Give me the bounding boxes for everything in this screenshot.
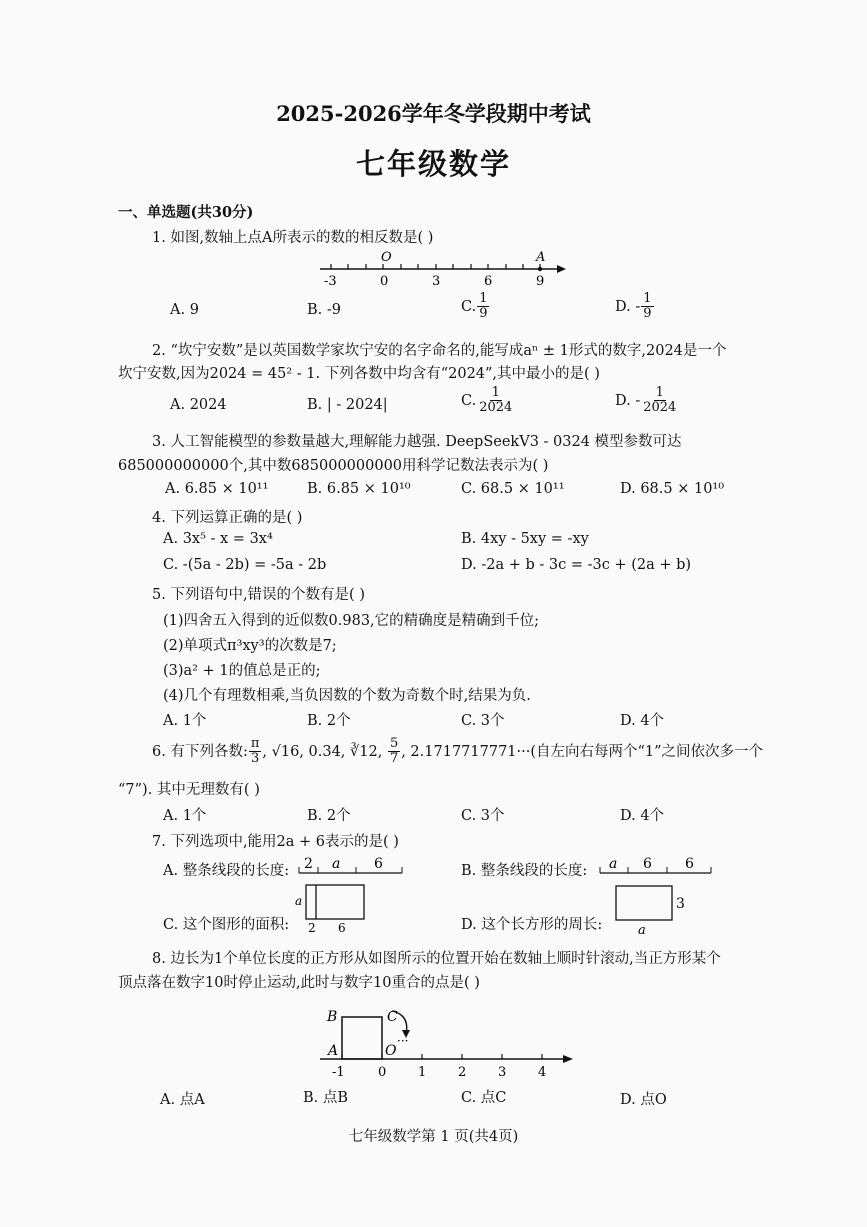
q5-option-d: D. 4个 [620,713,665,729]
q4-option-c: C. -(5a - 2b) = -5a - 2b [163,557,327,573]
fraction-den: 2024 [479,400,513,416]
q8-option-d: D. 点O [620,1092,667,1108]
section-heading: 一、单选题(共30分) [118,204,254,221]
q1-option-a: A. 9 [170,302,199,318]
fraction-den: 9 [643,306,652,322]
q4-option-d: D. -2a + b - 3c = -3c + (2a + b) [461,557,692,573]
q1-option-b: B. -9 [307,302,341,318]
q3-option-c: C. 68.5 × 10¹¹ [461,481,565,497]
q8-tick-label: 1 [418,1065,427,1080]
q6-option-c: C. 3个 [461,808,505,824]
q8-number-line [314,1000,579,1082]
q7-figure-d [612,882,692,936]
q7-seg-label: 6 [374,856,383,872]
q8-tick-label: 3 [498,1065,507,1080]
option-prefix: D. - [615,392,641,409]
q1-tick-marks [331,264,540,269]
subject-title: 七年级数学 [355,147,511,181]
q1-tick-label: 0 [380,274,389,289]
fraction [388,737,400,767]
q7-seg-label: a [332,856,341,872]
page-footer: 七年级数学第 1 页(共4页) [348,1129,519,1145]
q6-line2: “7”). 其中无理数有( ) [118,782,260,798]
q3-option-d: D. 68.5 × 10¹⁰ [620,481,725,497]
q5-item: (2)单项式π³xy³的次数是7; [163,638,337,654]
q7-figure-c [292,880,372,934]
q5-item: (4)几个有理数相乘,当负因数的个数为奇数个时,结果为负. [163,688,531,704]
q1-tick-label: -3 [324,274,337,289]
q5-stem: 5. 下列语句中,错误的个数有是( ) [152,587,365,603]
q2-line2: 坎宁安数,因为2024 = 45² - 1. 下列各数中均含有“2024”,其中最小的是( ) [118,366,600,382]
q6-line1 [152,737,763,767]
q7-fig-label: a [295,894,303,908]
q5-option-c: C. 3个 [461,713,505,729]
q8-vertex-label: C [387,1009,398,1025]
q1-option-d [615,292,655,322]
q6-option-b: B. 2个 [307,808,351,824]
q7-fig-label: 2 [308,921,316,934]
q8-vertex-label: B [327,1009,338,1025]
fraction [641,292,653,322]
q8-tick-label: 0 [378,1065,387,1080]
q4-option-b: B. 4xy - 5xy = -xy [461,531,589,547]
q8-tick-label: 4 [538,1065,547,1080]
fraction [249,737,262,767]
q8-line1: 8. 边长为1个单位长度的正方形从如图所示的位置开始在数轴上顺时针滚动,当正方形某个 [152,951,721,967]
fraction-den: 7 [389,751,399,767]
q7-segment-a [296,852,406,878]
q3-line1: 3. 人工智能模型的参数量越大,理解能力越强. DeepSeekV3 - 0324 模型参数可达 [152,434,682,450]
q8-option-b: B. 点B [303,1090,349,1106]
q2-line1: 2. “坎宁安数”是以英国数学家坎宁安的名字命名的,能写成aⁿ ± 1形式的数字,2024是一个 [152,343,727,359]
q1-number-line [314,245,574,290]
q7-seg-label: 6 [685,856,694,872]
q8-square [342,1017,382,1059]
q3-option-a: A. 6.85 × 10¹¹ [165,481,269,497]
fraction-num: 5 [389,736,399,751]
q2-option-d [615,386,679,416]
q5-item: (3)a² + 1的值总是正的; [163,663,321,679]
q8-vertex-label: O [385,1043,397,1059]
fraction-num: 1 [643,291,652,306]
q7-stem: 7. 下列选项中,能用2a + 6表示的是( ) [152,834,399,850]
fraction-den: 3 [250,751,260,767]
q5-option-a: A. 1个 [163,713,207,729]
q8-option-c: C. 点C [461,1090,507,1106]
q8-tick-label: -1 [332,1065,345,1080]
q5-item: (1)四舍五入得到的近似数0.983,它的精确度是精确到千位; [163,613,540,629]
q2-option-c [461,386,515,416]
q6-prefix: 6. 有下列各数: [152,743,248,760]
q7-option-d: D. 这个长方形的周长: [461,917,603,933]
q6-tail: , 2.1717717771···(自左向右每两个“1”之间依次多一个 [401,743,764,760]
q1-tick-label: 6 [484,274,493,289]
q8-tick-label: 2 [458,1065,467,1080]
q6-option-a: A. 1个 [163,808,207,824]
fraction-num: π [250,736,260,751]
q2-option-a: A. 2024 [170,397,227,413]
q7-option-a: A. 整条线段的长度: [163,863,290,879]
q8-dots: ··· [397,1034,409,1048]
q8-vertex-label: A [328,1043,339,1059]
fraction [477,386,514,416]
option-prefix: C. [461,298,477,315]
fraction-den: 9 [479,306,488,322]
q7-option-c: C. 这个图形的面积: [163,917,290,933]
fraction-num: 1 [491,385,500,400]
q1-stem: 1. 如图,数轴上点A所表示的数的相反数是( ) [152,230,434,246]
q1-tick-label: 9 [536,274,545,289]
q6-option-d: D. 4个 [620,808,665,824]
q8-line2: 顶点落在数字10时停止运动,此时与数字10重合的点是( ) [118,975,480,991]
q1-label-o: O [381,250,392,265]
q3-line2: 685000000000个,其中数685000000000用科学记数法表示为( ) [118,458,549,474]
q1-option-c [461,292,490,322]
option-prefix: D. - [615,298,641,315]
exam-title: 2025-2026学年冬学段期中考试 [276,101,591,126]
q4-stem: 4. 下列运算正确的是( ) [152,510,303,526]
q7-seg-label: 6 [643,856,652,872]
q8-axis-arrow [563,1055,573,1063]
q7-fig-label: 3 [676,896,685,912]
q1-axis-arrow [557,265,566,273]
q1-label-a: A [536,250,546,265]
q2-option-b: B. | - 2024| [307,397,388,413]
q5-option-b: B. 2个 [307,713,351,729]
q7-option-b: B. 整条线段的长度: [461,863,588,879]
q7-segment-b [597,852,715,878]
q7-fig-label: 6 [338,921,346,934]
q4-option-a: A. 3x⁵ - x = 3x⁴ [163,531,273,547]
fraction-num: 1 [479,291,488,306]
option-prefix: C. [461,392,477,409]
q7-fig-label: a [638,923,646,936]
fraction-num: 1 [655,385,664,400]
fraction [477,292,489,322]
q8-option-a: A. 点A [160,1092,205,1108]
q3-option-b: B. 6.85 × 10¹⁰ [307,481,411,497]
fraction [641,386,678,416]
q7-seg-label: 2 [304,856,313,872]
q1-tick-label: 3 [432,274,441,289]
q7-seg-label: a [609,856,618,872]
q6-mid: , √16, 0.34, ∛12, [262,743,387,760]
fraction-den: 2024 [643,400,677,416]
q1-point-a-dot [538,267,542,271]
